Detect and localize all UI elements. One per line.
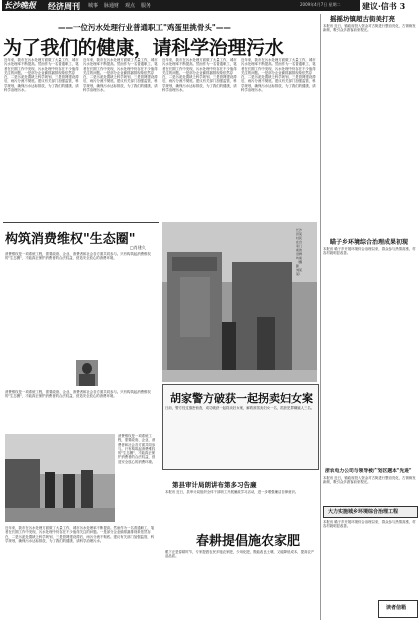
main-body-col2: 近年来，我市在污水处理方面做了大量工作，城市污水处理率不断提高。然而作为一名普通职工，笔者在长期工作中发现，污水处理中仍存在不少值得关注的问题。一是部分企业偷排漏排现象依然存在，二是污泥处置缺乏科学规划，三是管网建设滞后，雨污分流不彻底。建议有关部门加强监管，科学规划，确保污水达标排放，为了我们的健康，请科学治理污水。 <box>83 58 158 93</box>
bottom-right-headline: 春耕提倡施农家肥 <box>196 534 301 549</box>
right-box-label: 大力实施城乡环境综合治理工程 <box>328 509 399 515</box>
main-headline: 为了我们的健康，请科学治理污水 <box>3 37 284 59</box>
main-body-col1: 近年来，我市在污水处理方面做了大量工作，城市污水处理率不断提高。然而作为一名普通职工，笔者在长期工作中发现，污水处理中仍存在不少值得关注的问题。一是部分企业偷排漏排现象依然存在，二是污泥处置缺乏科学规划，三是管网建设滞后，雨污分流不彻底。建议有关部门加强监管，科学规划，确保污水达标排放，为了我们的健康，请科学治理污水。 <box>4 58 79 93</box>
masthead-section: 经济周刊 <box>48 2 80 11</box>
right-headline-3: 浙农电力公司与领导被广划区题本"先进" <box>325 469 412 474</box>
main-body-col4: 近年来，我市在污水处理方面做了大量工作，城市污水处理率不断提高。然而作为一名普通职工，笔者在长期工作中发现，污水处理中仍存在不少值得关注的问题。一是部分企业偷排漏排现象依然存在，二是污泥处置缺乏科学规划，三是管网建设滞后，雨污分流不彻底。建议有关部门加强监管，科学规划，确保污水达标排放，为了我们的健康，请科学治理污水。 <box>241 58 316 93</box>
left-byline: □肖建久 <box>130 245 146 250</box>
masthead-logo: 长沙晚报 <box>4 0 36 10</box>
right-headline-1: 摇摇坊镇超古街美打亮 <box>330 15 395 23</box>
street-photo <box>5 434 115 522</box>
bottom-left-headline: 第县审计局朗讲布第多习告廉 <box>172 481 257 489</box>
masthead-nav <box>88 2 151 9</box>
main-kicker: ——一位污水处理行业普通职工"鸡蛋里挑骨头"—— <box>58 23 231 32</box>
banner-headline: 胡家警方破获一起拐卖妇女案 <box>170 392 313 405</box>
right-col-divider <box>320 14 321 620</box>
nav-item[interactable]: 脉通财 <box>104 3 120 9</box>
bottom-right-body: 眼下正是春耕时节，专家提倡农民多施农家肥，少用化肥，既能改良土壤，又能降低成本，提高农产品品质。 <box>165 550 315 559</box>
left-body: 消费维权是一项系统工程，需要政府、企业、消费者和社会各方面共同参与。只有构筑起消费维权的"生态圈"，才能真正保护消费者的合法权益，营造安全放心的消费环境。 <box>5 252 151 261</box>
page-number: 建议·信书 3 <box>362 1 406 11</box>
left-body-2: 消费维权是一项系统工程，需要政府、企业、消费者和社会各方面共同参与。只有构筑起消费维权的"生态圈"，才能真正保护消费者的合法权益，营造安全放心的消费环境。 <box>5 390 151 399</box>
nav-item[interactable]: 服务 <box>141 3 152 9</box>
lower-left-body: 消费维权是一项系统工程，需要政府、企业、消费者和社会各方面共同参与。只有构筑起消费维权的"生态圈"，才能真正保护消费者的合法权益，营造安全放心的消费环境。 <box>118 434 156 464</box>
nav-item[interactable]: 城事 <box>88 3 99 9</box>
masthead-date: 2009年4月7日 星期二 <box>300 2 341 7</box>
author-portrait <box>76 360 98 386</box>
left-headline: 构筑消费维权"生态圈" <box>5 232 136 247</box>
photo-caption: 长沙县某村民在自家门前的旧牌坊前（摄影 刘某某） <box>296 228 303 276</box>
lower-body-a: 近年来，我市在污水处理方面做了大量工作，城市污水处理率不断提高。然而作为一名普通职工，笔者在长期工作中发现，污水处理中仍存在不少值得关注的问题。一是部分企业偷排漏排现象依然存在，二是污泥处置缺乏科学规划，三是管网建设滞后，雨污分流不彻底。建议有关部门加强监管，科学规划，确保污水达标排放，为了我们的健康，请科学治理污水。 <box>5 526 155 543</box>
divider <box>3 222 159 223</box>
right-headline-2: 瞄子乡环境综合治理成果初现 <box>330 239 409 246</box>
right-body-1: 本报讯 近日，镇政府投入资金对古街进行整治亮化，古街焕发新颜，吸引众多游客前来观光。 <box>323 24 416 33</box>
banner-body: 日前，警方经过缜密侦查，成功破获一起拐卖妇女案，解救被拐卖妇女一名，抓获犯罪嫌疑人三名。 <box>165 406 315 410</box>
bottom-left-body: 本报讯 近日，县审计局组织全体干部职工开展廉政学习活动，进一步增强廉洁自律意识。 <box>165 490 299 494</box>
right-body-2: 本报讯 瞄子乡开展环境综合治理以来，群众参与热情高涨，村容村貌明显改善。 <box>323 247 416 256</box>
right-body-3: 本报讯 近日，镇政府投入资金对古街进行整治亮化，古街焕发新颜，吸引众多游客前来观光。 <box>323 476 416 485</box>
village-photo <box>162 222 317 382</box>
right-body-4: 本报讯 瞄子乡开展环境综合治理以来，群众参与热情高涨，村容村貌明显改善。 <box>323 520 416 529</box>
main-body-col3: 近年来，我市在污水处理方面做了大量工作，城市污水处理率不断提高。然而作为一名普通职工，笔者在长期工作中发现，污水处理中仍存在不少值得关注的问题。一是部分企业偷排漏排现象依然存在，二是污泥处置缺乏科学规划，三是管网建设滞后，雨污分流不彻底。建议有关部门加强监管，科学规划，确保污水达标排放，为了我们的健康，请科学治理污水。 <box>162 58 237 93</box>
nav-item[interactable]: 观点 <box>125 3 136 9</box>
reader-mailbox-label: 读者信箱 <box>386 605 407 611</box>
